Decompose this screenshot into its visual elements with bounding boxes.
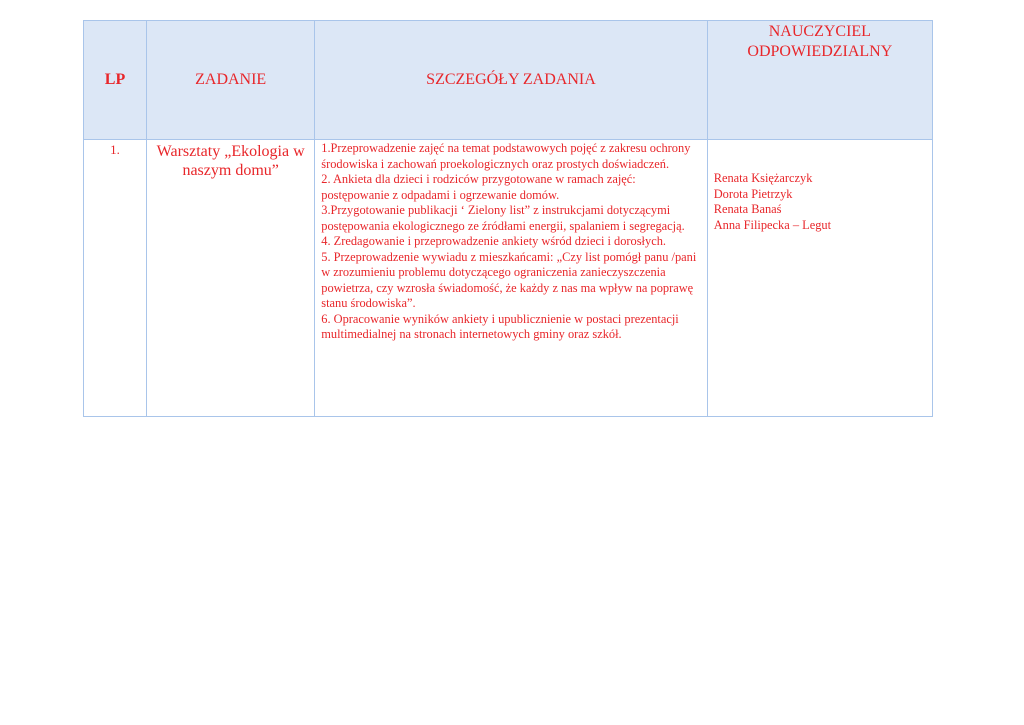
table-row: [84, 140, 933, 417]
teacher-name: Anna Filipecka – Legut: [713, 217, 832, 232]
header-teacher-cell: [707, 21, 932, 140]
detail-item: 1.Przeprowadzenie zajęć na temat podstawowych pojęć z zakresu ochrony środowiska i zachowań proekologicznych oraz prostych doświadczeń.: [321, 141, 691, 171]
detail-item: 6. Opracowanie wyników ankiety i upublicznienie w postaci prezentacji multimedialnej na stronach internetowych gminy oraz szkół.: [321, 311, 679, 341]
header-task-cell: [147, 21, 315, 140]
detail-item: 2. Ankieta dla dzieci i rodziców przygotowane w ramach zajęć: postępowanie z odpadami i ogrzewanie domów.: [321, 172, 636, 202]
row-teachers: [707, 140, 932, 417]
header-lp-cell: [84, 21, 147, 140]
table-header-row: [84, 21, 933, 140]
detail-item: 4. Zredagowanie i przeprowadzenie ankiety wśród dzieci i dorosłych.: [321, 234, 666, 248]
task-table: [83, 20, 933, 417]
detail-item: 5. Przeprowadzenie wywiadu z mieszkańcami: „Czy list pomógł panu /pani w zrozumieniu problemu dotyczącego ograniczenia zanieczyszczenia powietrza, czy wzrosła świadomość, że każdy z nas ma wpływ na poprawę stanu środowiska”.: [321, 249, 697, 310]
header-teacher-line2: ODPOWIEDZIALNY: [747, 43, 893, 60]
teacher-name: Renata Księżarczyk: [713, 171, 813, 185]
header-details: SZCZEGÓŁY ZADANIA: [426, 71, 596, 88]
teacher-name: Renata Banaś: [713, 202, 782, 216]
row-details: [315, 140, 707, 417]
header-lp: LP: [104, 71, 126, 88]
teacher-name: Dorota Pietrzyk: [713, 186, 793, 201]
row-lp: 1.: [84, 140, 147, 417]
detail-item: 3.Przygotowanie publikacji ‘ Zielony list” z instrukcjami dotyczącymi postępowania ekologicznego ze źródłami energii, spalaniem i segregacją.: [321, 203, 685, 233]
row-task: Warsztaty „Ekologia w naszym domu”: [147, 140, 315, 417]
header-task: ZADANIE: [195, 71, 267, 88]
header-details-cell: [315, 21, 707, 140]
header-teacher-line1: NAUCZYCIEL: [768, 23, 871, 40]
header-teacher: [708, 21, 932, 62]
